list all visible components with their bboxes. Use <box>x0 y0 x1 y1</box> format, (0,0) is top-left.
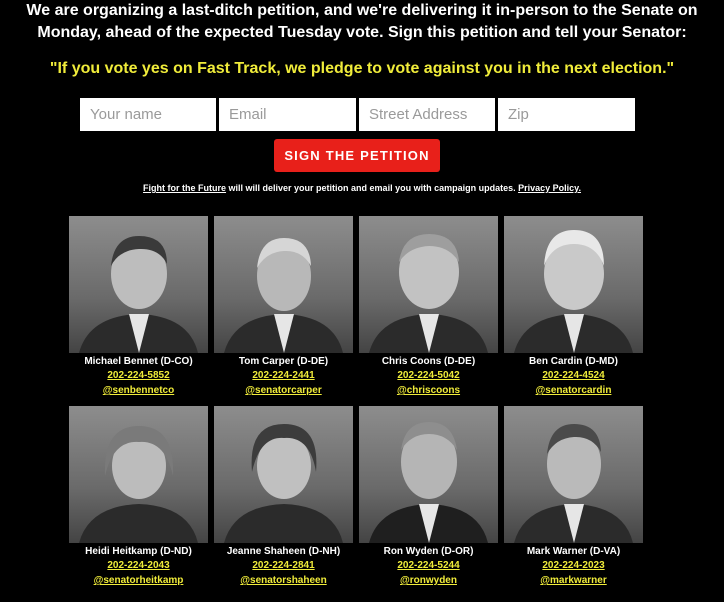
senator-phone-link[interactable]: 202-224-5244 <box>397 560 460 571</box>
senator-twitter-link[interactable]: @senatorcardin <box>535 385 612 396</box>
disclaimer-body: will will deliver your petition and email you with campaign updates. <box>226 183 519 193</box>
senator-photo <box>214 216 353 353</box>
sign-petition-button[interactable]: SIGN THE PETITION <box>274 139 440 172</box>
senator-card <box>214 406 353 588</box>
senator-twitter-link[interactable]: @senbennetco <box>102 385 175 396</box>
senator-twitter-link[interactable]: @senatorshaheen <box>240 575 327 586</box>
senator-photo <box>214 406 353 543</box>
senator-phone-link[interactable]: 202-224-2441 <box>252 370 315 381</box>
senator-name: Chris Coons (D-DE) <box>381 356 476 367</box>
senator-name: Mark Warner (D-VA) <box>526 546 621 557</box>
senator-twitter-link[interactable]: @ronwyden <box>400 575 457 586</box>
senator-photo <box>359 406 498 543</box>
senator-phone-link[interactable]: 202-224-5852 <box>107 370 170 381</box>
senator-phone-link[interactable]: 202-224-2841 <box>252 560 315 571</box>
senator-phone-link[interactable]: 202-224-4524 <box>542 370 605 381</box>
senator-twitter-link[interactable]: @senatorheitkamp <box>93 575 184 586</box>
pledge-quote: "If you vote yes on Fast Track, we pledge to vote against you in the next election." <box>49 60 675 77</box>
senator-card <box>69 216 208 398</box>
privacy-policy-link[interactable]: Privacy Policy. <box>518 183 581 193</box>
senator-phone-link[interactable]: 202-224-5042 <box>397 370 460 381</box>
senator-photo <box>69 216 208 353</box>
intro-line-1: We are organizing a last-ditch petition, and we're delivering it in-person to the Senate on <box>26 2 698 19</box>
disclaimer-text <box>0 183 724 193</box>
intro-text <box>0 0 724 44</box>
senator-card <box>359 216 498 398</box>
senator-card <box>504 406 643 588</box>
senator-name: Ron Wyden (D-OR) <box>383 546 474 557</box>
senator-twitter-link[interactable]: @senatorcarper <box>245 385 322 396</box>
street-address-input[interactable] <box>359 98 495 131</box>
name-input[interactable] <box>80 98 216 131</box>
senator-photo <box>504 406 643 543</box>
senator-phone-link[interactable]: 202-224-2043 <box>107 560 170 571</box>
senator-twitter-link[interactable]: @markwarner <box>540 575 607 586</box>
senator-name: Tom Carper (D-DE) <box>238 356 329 367</box>
email-input[interactable] <box>219 98 356 131</box>
zip-input[interactable] <box>498 98 635 131</box>
senator-photo <box>69 406 208 543</box>
petition-form <box>80 98 636 131</box>
senator-name: Jeanne Shaheen (D-NH) <box>226 546 341 557</box>
senator-name: Ben Cardin (D-MD) <box>529 356 618 367</box>
senator-card <box>69 406 208 588</box>
senator-photo <box>359 216 498 353</box>
senator-grid <box>69 216 643 588</box>
senator-name: Michael Bennet (D-CO) <box>84 356 193 367</box>
senator-twitter-link[interactable]: @chriscoons <box>396 385 461 396</box>
senator-photo <box>504 216 643 353</box>
senator-card <box>504 216 643 398</box>
intro-line-2: Monday, ahead of the expected Tuesday vote. Sign this petition and tell your Senator: <box>37 24 687 41</box>
senator-card <box>214 216 353 398</box>
senator-name: Heidi Heitkamp (D-ND) <box>85 546 192 557</box>
senator-phone-link[interactable]: 202-224-2023 <box>542 560 605 571</box>
senator-card <box>359 406 498 588</box>
fight-for-the-future-link[interactable]: Fight for the Future <box>143 183 227 193</box>
